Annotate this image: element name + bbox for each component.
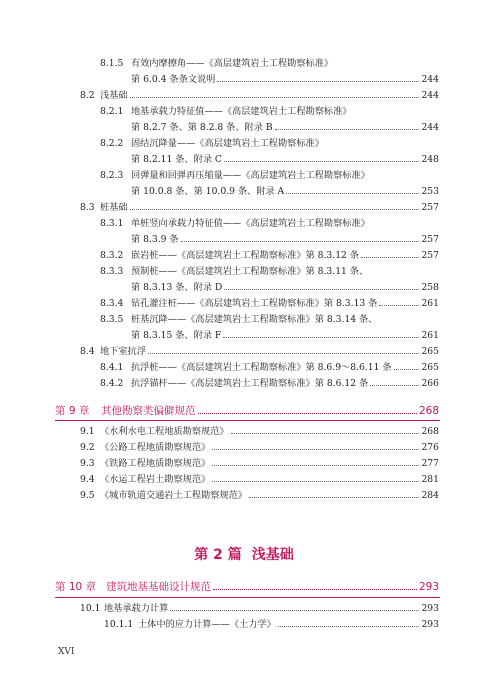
entry-title: 《公路工程地质勘察规范》 bbox=[100, 442, 211, 453]
entry-page: 253 bbox=[421, 186, 439, 197]
part-title: 浅基础 bbox=[251, 547, 294, 563]
leader-dots bbox=[212, 448, 419, 450]
toc-entry[interactable] bbox=[0, 136, 488, 152]
toc-entry[interactable] bbox=[0, 617, 488, 633]
entry-title: 第 8.2.11 条、附录 C bbox=[131, 154, 222, 165]
entry-title: 《水运工程岩土勘察规范》 bbox=[100, 474, 211, 485]
chapter-title: 其他勘察类偏僻规范 bbox=[101, 405, 196, 417]
toc-entry[interactable] bbox=[0, 440, 488, 456]
leader-dots bbox=[249, 496, 419, 498]
entry-number: 8.3.5 bbox=[100, 314, 124, 325]
entry-page: 261 bbox=[421, 330, 439, 341]
leader-dots bbox=[394, 368, 420, 370]
entry-title: 回弹量和回弹再压缩量——《高层建筑岩土工程勘察标准》 bbox=[131, 170, 370, 181]
toc-entry[interactable] bbox=[0, 456, 488, 472]
entry-number: 10.1 bbox=[80, 603, 101, 614]
entry-number: 8.3.1 bbox=[100, 218, 124, 229]
part-number: 第 2 篇 bbox=[194, 547, 242, 563]
entry-page: 266 bbox=[421, 378, 439, 389]
entry-title: 《水利水电工程地质勘察规范》 bbox=[100, 426, 229, 437]
chapter-title: 建筑地基基础设计规范 bbox=[106, 581, 211, 593]
leader-dots bbox=[370, 384, 419, 386]
toc-entry[interactable] bbox=[0, 601, 488, 617]
chapter-divider bbox=[55, 597, 440, 598]
leader-dots bbox=[130, 96, 420, 98]
entry-number: 8.1.5 bbox=[100, 58, 124, 69]
entry-title: 抗浮桩——《高层建筑岩土工程勘察标准》第 8.6.9～8.6.11 条 bbox=[131, 362, 392, 373]
entry-title: 《铁路工程地质勘察规范》 bbox=[100, 458, 211, 469]
toc-entry[interactable] bbox=[0, 312, 488, 328]
entry-page: 244 bbox=[421, 122, 439, 133]
toc-entry[interactable] bbox=[0, 376, 488, 392]
entry-page: 293 bbox=[421, 603, 439, 614]
entry-title: 第 6.0.4 条条文说明 bbox=[131, 74, 216, 85]
leader-dots bbox=[130, 208, 420, 210]
toc-entry[interactable] bbox=[0, 120, 488, 136]
entry-title: 固结沉降量——《高层建筑岩土工程勘察标准》 bbox=[131, 138, 324, 149]
entry-page: 277 bbox=[421, 458, 439, 469]
entry-number: 9.4 bbox=[80, 474, 95, 485]
entry-title: 地下室抗浮 bbox=[100, 346, 146, 357]
entry-page: 293 bbox=[421, 619, 439, 630]
leader-dots bbox=[170, 609, 419, 611]
entry-page: 265 bbox=[421, 346, 439, 357]
leader-dots bbox=[361, 256, 419, 258]
leader-dots bbox=[148, 352, 420, 354]
entry-number: 10.1.1 bbox=[104, 619, 134, 630]
entry-number: 8.3.2 bbox=[100, 250, 124, 261]
entry-page: 265 bbox=[421, 362, 439, 373]
entry-title: 桩基沉降——《高层建筑岩土工程勘察标准》第 8.3.14 条、 bbox=[131, 314, 378, 325]
entry-number: 8.2.1 bbox=[100, 106, 124, 117]
toc-entry[interactable] bbox=[0, 328, 488, 344]
leader-dots bbox=[217, 80, 419, 82]
toc-entry[interactable] bbox=[0, 72, 488, 88]
leader-dots bbox=[198, 412, 417, 414]
toc-entry[interactable] bbox=[0, 216, 488, 232]
entry-title: 第 10.0.8 条、第 10.0.9 条、附录 A bbox=[131, 186, 285, 197]
toc-entry[interactable] bbox=[0, 472, 488, 488]
toc-entry[interactable] bbox=[0, 344, 488, 360]
entry-page: 281 bbox=[421, 474, 439, 485]
entry-title: 第 8.3.13 条、附录 D bbox=[131, 282, 223, 293]
entry-page: 257 bbox=[421, 202, 439, 213]
entry-title: 地基承载力计算 bbox=[104, 603, 169, 614]
leader-dots bbox=[212, 464, 419, 466]
toc-entry[interactable] bbox=[0, 296, 488, 312]
leader-dots bbox=[286, 192, 419, 194]
entry-page: 284 bbox=[421, 490, 439, 501]
leader-dots bbox=[181, 240, 420, 242]
entry-number: 8.3.4 bbox=[100, 298, 124, 309]
entry-page: 257 bbox=[421, 234, 439, 245]
toc-entry[interactable] bbox=[0, 168, 488, 184]
leader-dots bbox=[224, 288, 419, 290]
leader-dots bbox=[379, 304, 419, 306]
toc-entry[interactable] bbox=[0, 424, 488, 440]
entry-title: 嵌岩桩——《高层建筑岩土工程勘察标准》第 8.3.12 条 bbox=[131, 250, 359, 261]
entry-page: 268 bbox=[421, 426, 439, 437]
chapter-page: 293 bbox=[418, 581, 439, 593]
leader-dots bbox=[231, 432, 420, 434]
toc-entry[interactable] bbox=[0, 200, 488, 216]
entry-title: 浅基础 bbox=[100, 90, 128, 101]
entry-number: 8.3.3 bbox=[100, 266, 124, 277]
toc-entry[interactable] bbox=[0, 488, 488, 504]
entry-number: 9.1 bbox=[80, 426, 95, 437]
entry-number: 9.2 bbox=[80, 442, 95, 453]
chapter-divider bbox=[55, 420, 440, 421]
chapter-page: 268 bbox=[418, 405, 439, 417]
toc-entry[interactable] bbox=[0, 152, 488, 168]
entry-number: 9.3 bbox=[80, 458, 95, 469]
toc-entry[interactable] bbox=[0, 360, 488, 376]
leader-dots bbox=[275, 128, 420, 130]
entry-title: 《城市轨道交通岩土工程勘察规范》 bbox=[100, 490, 247, 501]
entry-title: 土体中的应力计算——《土力学》 bbox=[138, 619, 276, 630]
entry-title: 单桩竖向承载力特征值——《高层建筑岩土工程勘察标准》 bbox=[131, 218, 370, 229]
entry-title: 预制桩——《高层建筑岩土工程勘察标准》第 8.3.11 条、 bbox=[131, 266, 369, 277]
leader-dots bbox=[212, 480, 419, 482]
entry-number: 8.4 bbox=[80, 346, 95, 357]
entry-page: 244 bbox=[421, 90, 439, 101]
entry-number: 8.2.2 bbox=[100, 138, 124, 149]
toc-entry[interactable] bbox=[0, 280, 488, 296]
page-number-footer: XVI bbox=[58, 647, 75, 657]
leader-dots bbox=[278, 625, 420, 627]
entry-title: 钻孔灌注桩——《高层建筑岩土工程勘察标准》第 8.3.13 条 bbox=[131, 298, 378, 309]
entry-page: 261 bbox=[421, 298, 439, 309]
part-heading[interactable] bbox=[0, 544, 488, 564]
entry-title: 第 8.3.15 条、附录 F bbox=[131, 330, 222, 341]
entry-number: 8.2 bbox=[80, 90, 95, 101]
entry-page: 257 bbox=[421, 250, 439, 261]
toc-entry[interactable] bbox=[0, 232, 488, 248]
entry-number: 8.4.1 bbox=[100, 362, 124, 373]
entry-page: 248 bbox=[421, 154, 439, 165]
toc-entry[interactable] bbox=[0, 56, 488, 72]
leader-dots bbox=[224, 160, 420, 162]
entry-number: 8.2.3 bbox=[100, 170, 124, 181]
toc-entry[interactable] bbox=[0, 248, 488, 264]
entry-title: 地基承载力特征值——《高层建筑岩土工程勘察标准》 bbox=[131, 106, 352, 117]
leader-dots bbox=[213, 588, 417, 590]
toc-entry[interactable] bbox=[0, 184, 488, 200]
entry-number: 8.4.2 bbox=[100, 378, 124, 389]
leader-dots bbox=[223, 336, 419, 338]
entry-title: 抗浮锚杆——《高层建筑岩土工程勘察标准》第 8.6.12 条 bbox=[131, 378, 369, 389]
entry-number: 9.5 bbox=[80, 490, 95, 501]
entry-title: 桩基础 bbox=[100, 202, 128, 213]
toc-entry[interactable] bbox=[0, 104, 488, 120]
entry-title: 有效内摩擦角——《高层建筑岩土工程勘察标准》 bbox=[131, 58, 334, 69]
entry-title: 第 8.2.7 条、第 8.2.8 条、附录 B bbox=[131, 122, 273, 133]
toc-entry[interactable] bbox=[0, 264, 488, 280]
entry-title: 第 8.3.9 条 bbox=[131, 234, 179, 245]
chapter-number: 第 10 章 bbox=[55, 581, 97, 593]
entry-page: 258 bbox=[421, 282, 439, 293]
toc-entry[interactable] bbox=[0, 88, 488, 104]
entry-page: 276 bbox=[421, 442, 439, 453]
chapter-number: 第 9 章 bbox=[55, 405, 90, 417]
entry-page: 244 bbox=[421, 74, 439, 85]
entry-number: 8.3 bbox=[80, 202, 95, 213]
chapter-9-heading[interactable] bbox=[0, 402, 488, 420]
chapter-10-heading[interactable] bbox=[0, 578, 488, 596]
